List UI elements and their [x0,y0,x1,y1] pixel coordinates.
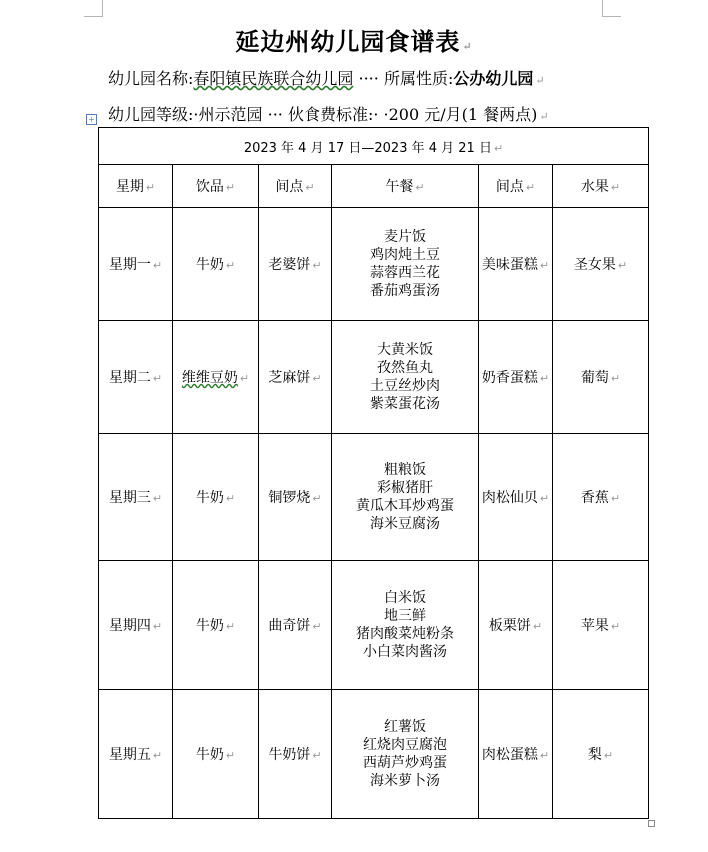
lunch-cell: 大黄米饭 孜然鱼丸 土豆丝炒肉 紫菜蛋花汤 [332,321,479,434]
table-row [99,690,649,819]
snack-cell: 铜锣烧 ↵ [259,434,332,561]
day-cell: 星期五 ↵ [99,690,173,819]
lunch-cell: 麦片饭 鸡肉炖土豆 蒜蓉西兰花 番茄鸡蛋汤 [332,208,479,321]
crop-mark-left [84,0,103,17]
drink-cell: 牛奶 ↵ [173,561,259,690]
crop-mark-right [602,0,621,17]
table-resize-handle[interactable] [648,820,655,827]
day-cell: 星期四 ↵ [99,561,173,690]
name-value: 春阳镇民族联合幼儿园 [193,69,354,88]
nature-value: 公办幼儿园 [453,69,534,88]
snack-cell: 美味蛋糕 ↵ [479,208,553,321]
fruit-cell: 梨 ↵ [553,690,649,819]
header-cell: 间点 ↵ [479,165,553,208]
day-cell: 星期一 ↵ [99,208,173,321]
fee-value: 200 元/月(1 餐两点) [388,105,538,124]
table-row [99,321,649,434]
snack-cell: 奶香蛋糕 ↵ [479,321,553,434]
table-row [99,561,649,690]
date-row [99,128,649,165]
snack-cell: 芝麻饼 ↵ [259,321,332,434]
info-line-name: 幼儿园名称:春阳镇民族联合幼儿园 ···· 所属性质:公办幼儿园 ↵ [108,69,545,88]
lunch-cell: 白米饭 地三鲜 猪肉酸菜炖粉条 小白菜肉酱汤 [332,561,479,690]
fruit-cell: 苹果 ↵ [553,561,649,690]
header-row [99,165,649,208]
snack-cell: 板栗饼 ↵ [479,561,553,690]
level-value: 州示范园 [198,105,263,124]
fruit-cell: 葡萄 ↵ [553,321,649,434]
info-line-level: 幼儿园等级:·州示范园 ··· 伙食费标准:· ·200 元/月(1 餐两点) ↵ [108,105,549,124]
day-cell: 星期二 ↵ [99,321,173,434]
drink-cell: 牛奶 ↵ [173,208,259,321]
snack-cell: 肉松蛋糕 ↵ [479,690,553,819]
fruit-cell: 香蕉 ↵ [553,434,649,561]
header-cell: 水果 ↵ [553,165,649,208]
snack-cell: 肉松仙贝 ↵ [479,434,553,561]
level-label: 幼儿园等级: [108,105,194,124]
name-label: 幼儿园名称: [108,69,194,88]
table-row [99,434,649,561]
fruit-cell: 圣女果 ↵ [553,208,649,321]
snack-cell: 牛奶饼 ↵ [259,690,332,819]
table-move-handle-icon[interactable]: + [86,114,97,125]
snack-cell: 老婆饼 ↵ [259,208,332,321]
day-cell: 星期三 ↵ [99,434,173,561]
fee-label: 伙食费标准: [287,105,374,124]
nature-label: 所属性质: [383,69,454,88]
header-cell: 间点 ↵ [259,165,332,208]
drink-cell: 牛奶 ↵ [173,690,259,819]
header-cell: 星期 ↵ [99,165,173,208]
lunch-cell: 粗粮饭 彩椒猪肝 黄瓜木耳炒鸡蛋 海米豆腐汤 [332,434,479,561]
drink-cell: 牛奶 ↵ [173,434,259,561]
drink-cell: 维维豆奶 ↵ [173,321,259,434]
snack-cell: 曲奇饼 ↵ [259,561,332,690]
date-range-cell: 2023 年 4 月 17 日—2023 年 4 月 21 日 ↵ [99,128,649,165]
lunch-cell: 红薯饭 红烧肉豆腐泡 西葫芦炒鸡蛋 海米萝卜汤 [332,690,479,819]
header-cell: 午餐 ↵ [332,165,479,208]
header-cell: 饮品 ↵ [173,165,259,208]
table-row [99,208,649,321]
document-title: 延边州幼儿园食谱表 ↵ [235,27,473,56]
menu-table [98,127,649,819]
